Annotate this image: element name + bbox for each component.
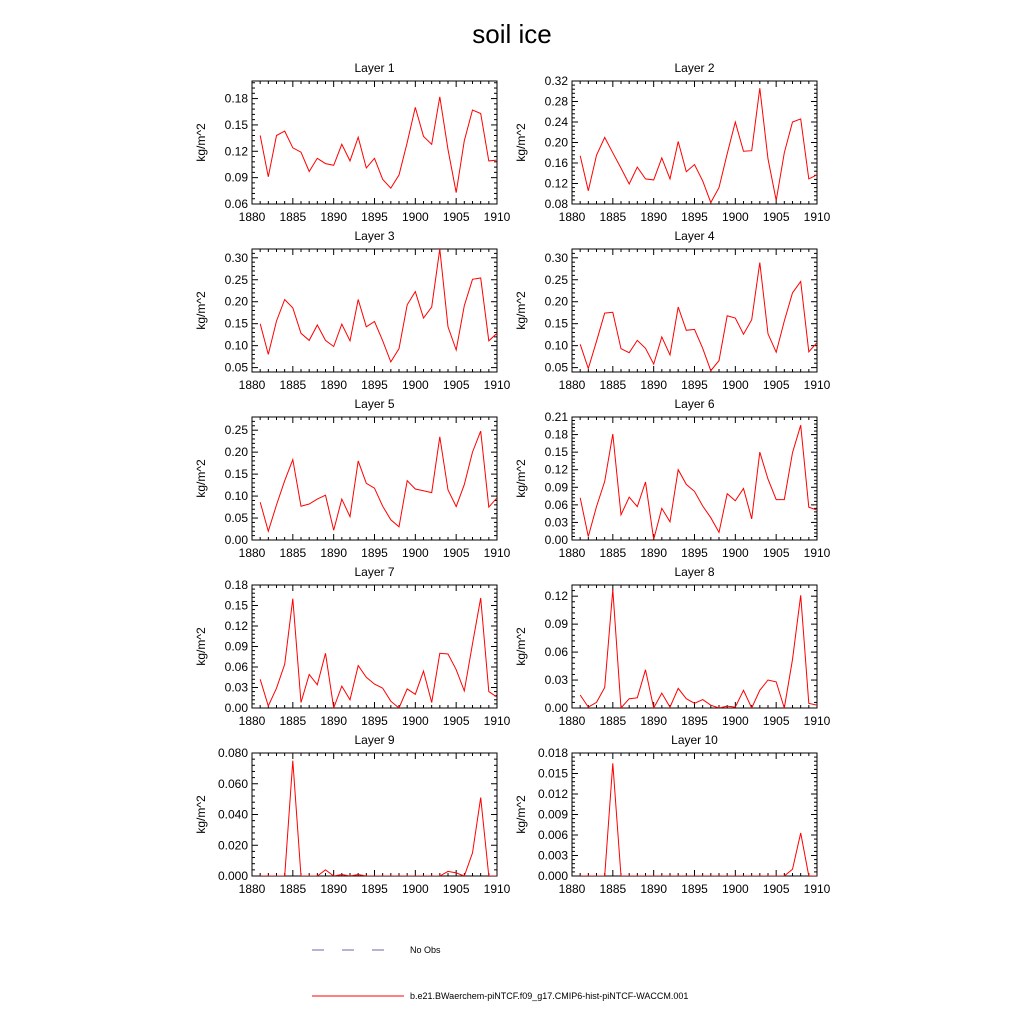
y-tick-label: 0.09 bbox=[224, 639, 248, 654]
x-tick-label: 1880 bbox=[558, 882, 586, 896]
series-line bbox=[260, 97, 497, 193]
plot-frame bbox=[252, 81, 497, 204]
x-tick-label: 1905 bbox=[442, 210, 470, 224]
plot-frame bbox=[572, 249, 817, 372]
x-tick-label: 1900 bbox=[721, 882, 749, 896]
y-tick-label: 0.060 bbox=[217, 776, 248, 791]
plot-frame bbox=[252, 585, 497, 708]
x-tick-label: 1910 bbox=[483, 546, 511, 560]
x-tick-label: 1905 bbox=[442, 546, 470, 560]
x-tick-label: 1885 bbox=[599, 714, 627, 728]
x-tick-label: 1895 bbox=[361, 882, 388, 896]
chart-panel-10 bbox=[514, 733, 831, 896]
y-tick-label: 0.06 bbox=[544, 645, 568, 660]
y-axis-label: kg/m^2 bbox=[514, 291, 528, 330]
x-tick-label: 1900 bbox=[721, 546, 749, 560]
panel-title: Layer 9 bbox=[354, 733, 395, 747]
y-tick-label: 0.30 bbox=[224, 250, 248, 265]
x-tick-label: 1895 bbox=[681, 210, 708, 224]
x-tick-label: 1895 bbox=[681, 546, 708, 560]
x-tick-label: 1880 bbox=[238, 714, 266, 728]
y-tick-label: 0.018 bbox=[537, 746, 568, 760]
panel-title: Layer 2 bbox=[674, 61, 715, 75]
y-tick-label: 0.28 bbox=[544, 94, 568, 109]
x-tick-label: 1880 bbox=[238, 378, 266, 392]
x-tick-label: 1910 bbox=[803, 210, 831, 224]
y-tick-label: 0.10 bbox=[224, 489, 248, 504]
y-tick-label: 0.000 bbox=[217, 869, 248, 883]
y-tick-label: 0.08 bbox=[544, 197, 568, 211]
panel-title: Layer 1 bbox=[354, 61, 395, 75]
x-tick-label: 1900 bbox=[401, 714, 429, 728]
x-tick-label: 1910 bbox=[483, 882, 511, 896]
x-tick-label: 1880 bbox=[558, 546, 586, 560]
y-tick-label: 0.12 bbox=[224, 144, 248, 159]
x-tick-label: 1895 bbox=[681, 882, 708, 896]
legend-obs-label: No Obs bbox=[410, 945, 441, 955]
x-tick-label: 1905 bbox=[762, 714, 790, 728]
chart-panel-5 bbox=[194, 397, 511, 560]
y-tick-label: 0.24 bbox=[544, 115, 568, 129]
series-line bbox=[260, 598, 497, 708]
x-tick-label: 1885 bbox=[599, 546, 627, 560]
x-tick-label: 1885 bbox=[599, 378, 627, 392]
y-tick-label: 0.003 bbox=[537, 848, 568, 863]
y-tick-label: 0.012 bbox=[537, 787, 568, 801]
series-line bbox=[580, 263, 817, 371]
y-axis-label: kg/m^2 bbox=[194, 123, 208, 162]
x-tick-label: 1885 bbox=[279, 714, 307, 728]
series-line bbox=[260, 431, 497, 531]
y-axis-label: kg/m^2 bbox=[194, 459, 208, 498]
chart-panel-9 bbox=[194, 733, 511, 896]
x-tick-label: 1890 bbox=[640, 714, 668, 728]
x-tick-label: 1900 bbox=[401, 210, 429, 224]
y-tick-label: 0.009 bbox=[537, 807, 568, 822]
panel-title: Layer 6 bbox=[674, 397, 715, 411]
x-tick-label: 1890 bbox=[640, 882, 668, 896]
x-tick-label: 1910 bbox=[803, 378, 831, 392]
plot-frame bbox=[572, 585, 817, 708]
x-tick-label: 1910 bbox=[483, 378, 511, 392]
y-tick-label: 0.03 bbox=[544, 673, 568, 688]
x-tick-label: 1880 bbox=[238, 882, 266, 896]
x-tick-label: 1910 bbox=[483, 714, 511, 728]
x-tick-label: 1895 bbox=[361, 546, 388, 560]
y-tick-label: 0.080 bbox=[217, 746, 248, 760]
legend bbox=[312, 945, 688, 1001]
x-tick-label: 1900 bbox=[721, 210, 749, 224]
x-tick-label: 1905 bbox=[762, 882, 790, 896]
x-tick-label: 1910 bbox=[803, 546, 831, 560]
y-tick-label: 0.05 bbox=[544, 360, 568, 375]
y-tick-label: 0.12 bbox=[224, 619, 248, 633]
x-tick-label: 1885 bbox=[599, 210, 627, 224]
x-tick-label: 1905 bbox=[762, 210, 790, 224]
x-tick-label: 1910 bbox=[803, 882, 831, 896]
x-tick-label: 1905 bbox=[762, 546, 790, 560]
y-tick-label: 0.18 bbox=[224, 91, 248, 106]
y-tick-label: 0.15 bbox=[544, 316, 568, 331]
x-tick-label: 1900 bbox=[721, 378, 749, 392]
x-tick-label: 1885 bbox=[279, 378, 307, 392]
y-tick-label: 0.30 bbox=[544, 250, 568, 265]
panel-title: Layer 3 bbox=[354, 229, 395, 243]
plot-frame bbox=[572, 81, 817, 204]
y-tick-label: 0.25 bbox=[224, 272, 248, 287]
y-tick-label: 0.25 bbox=[544, 272, 568, 287]
y-tick-label: 0.06 bbox=[224, 197, 248, 211]
x-tick-label: 1890 bbox=[320, 210, 348, 224]
panel-title: Layer 5 bbox=[354, 397, 395, 411]
y-tick-label: 0.15 bbox=[544, 445, 568, 460]
x-tick-label: 1880 bbox=[238, 546, 266, 560]
x-tick-label: 1890 bbox=[640, 210, 668, 224]
chart-panels bbox=[194, 61, 831, 896]
panel-title: Layer 10 bbox=[671, 733, 718, 747]
series-line bbox=[580, 763, 817, 876]
x-tick-label: 1880 bbox=[558, 714, 586, 728]
x-tick-label: 1890 bbox=[320, 546, 348, 560]
x-tick-label: 1895 bbox=[361, 210, 388, 224]
y-tick-label: 0.040 bbox=[217, 807, 248, 822]
y-tick-label: 0.15 bbox=[224, 117, 248, 132]
x-tick-label: 1890 bbox=[640, 546, 668, 560]
y-tick-label: 0.06 bbox=[544, 497, 568, 512]
x-tick-label: 1900 bbox=[401, 882, 429, 896]
y-tick-label: 0.21 bbox=[544, 410, 568, 424]
series-line bbox=[580, 88, 817, 202]
x-tick-label: 1880 bbox=[558, 210, 586, 224]
x-tick-label: 1900 bbox=[401, 546, 429, 560]
y-tick-label: 0.015 bbox=[537, 766, 568, 781]
chart-panel-6 bbox=[514, 397, 831, 560]
y-tick-label: 0.18 bbox=[544, 427, 568, 442]
x-tick-label: 1890 bbox=[320, 714, 348, 728]
chart-panel-2 bbox=[514, 61, 831, 224]
y-axis-label: kg/m^2 bbox=[514, 795, 528, 834]
y-tick-label: 0.12 bbox=[544, 462, 568, 477]
y-tick-label: 0.18 bbox=[224, 578, 248, 592]
chart-panel-8 bbox=[514, 565, 831, 728]
y-tick-label: 0.000 bbox=[537, 869, 568, 883]
x-tick-label: 1900 bbox=[721, 714, 749, 728]
chart-panel-7 bbox=[194, 565, 511, 728]
y-axis-label: kg/m^2 bbox=[514, 459, 528, 498]
chart-panel-3 bbox=[194, 229, 511, 392]
y-tick-label: 0.00 bbox=[544, 701, 568, 715]
x-tick-label: 1895 bbox=[361, 378, 388, 392]
y-axis-label: kg/m^2 bbox=[194, 795, 208, 834]
y-tick-label: 0.00 bbox=[224, 701, 248, 715]
x-tick-label: 1890 bbox=[640, 378, 668, 392]
y-tick-label: 0.32 bbox=[544, 74, 568, 88]
y-tick-label: 0.15 bbox=[224, 598, 248, 613]
x-tick-label: 1885 bbox=[599, 882, 627, 896]
y-tick-label: 0.00 bbox=[224, 533, 248, 547]
y-tick-label: 0.20 bbox=[544, 135, 568, 150]
y-tick-label: 0.15 bbox=[224, 467, 248, 482]
panel-title: Layer 8 bbox=[674, 565, 715, 579]
x-tick-label: 1890 bbox=[320, 378, 348, 392]
x-tick-label: 1895 bbox=[361, 714, 388, 728]
y-tick-label: 0.03 bbox=[544, 515, 568, 530]
x-tick-label: 1890 bbox=[320, 882, 348, 896]
y-tick-label: 0.10 bbox=[544, 338, 568, 353]
x-tick-label: 1905 bbox=[442, 378, 470, 392]
series-line bbox=[260, 249, 497, 362]
y-tick-label: 0.09 bbox=[544, 480, 568, 495]
series-line bbox=[580, 590, 817, 708]
panel-title: Layer 4 bbox=[674, 229, 715, 243]
figure-title: soil ice bbox=[472, 19, 552, 49]
x-tick-label: 1885 bbox=[279, 210, 307, 224]
x-tick-label: 1905 bbox=[442, 882, 470, 896]
y-tick-label: 0.12 bbox=[544, 589, 568, 604]
y-tick-label: 0.05 bbox=[224, 360, 248, 375]
y-tick-label: 0.09 bbox=[224, 170, 248, 185]
x-tick-label: 1885 bbox=[279, 882, 307, 896]
y-axis-label: kg/m^2 bbox=[194, 291, 208, 330]
x-tick-label: 1880 bbox=[238, 210, 266, 224]
x-tick-label: 1885 bbox=[279, 546, 307, 560]
x-tick-label: 1910 bbox=[803, 714, 831, 728]
plot-frame bbox=[252, 249, 497, 372]
y-tick-label: 0.00 bbox=[544, 533, 568, 547]
series-line bbox=[580, 425, 817, 539]
chart-panel-1 bbox=[194, 61, 511, 224]
y-tick-label: 0.006 bbox=[537, 828, 568, 842]
x-tick-label: 1900 bbox=[401, 378, 429, 392]
y-tick-label: 0.25 bbox=[224, 423, 248, 438]
y-tick-label: 0.09 bbox=[544, 617, 568, 632]
legend-model-label: b.e21.BWaerchem-piNTCF.f09_g17.CMIP6-hist-piNTCF-WACCM.001 bbox=[410, 991, 689, 1001]
plot-frame bbox=[252, 417, 497, 540]
chart-panel-4 bbox=[514, 229, 831, 392]
y-axis-label: kg/m^2 bbox=[514, 627, 528, 666]
x-tick-label: 1905 bbox=[762, 378, 790, 392]
y-tick-label: 0.20 bbox=[544, 294, 568, 309]
y-tick-label: 0.10 bbox=[224, 338, 248, 353]
y-axis-label: kg/m^2 bbox=[514, 123, 528, 162]
x-tick-label: 1895 bbox=[681, 378, 708, 392]
y-tick-label: 0.05 bbox=[224, 511, 248, 526]
x-tick-label: 1910 bbox=[483, 210, 511, 224]
x-tick-label: 1905 bbox=[442, 714, 470, 728]
y-tick-label: 0.20 bbox=[224, 445, 248, 460]
y-axis-label: kg/m^2 bbox=[194, 627, 208, 666]
y-tick-label: 0.15 bbox=[224, 316, 248, 331]
y-tick-label: 0.020 bbox=[217, 838, 248, 853]
plot-frame bbox=[572, 417, 817, 540]
y-tick-label: 0.12 bbox=[544, 176, 568, 191]
y-tick-label: 0.03 bbox=[224, 680, 248, 695]
x-tick-label: 1880 bbox=[558, 378, 586, 392]
panel-title: Layer 7 bbox=[354, 565, 395, 579]
series-line bbox=[260, 761, 497, 876]
y-tick-label: 0.20 bbox=[224, 294, 248, 309]
x-tick-label: 1895 bbox=[681, 714, 708, 728]
y-tick-label: 0.16 bbox=[544, 156, 568, 170]
y-tick-label: 0.06 bbox=[224, 660, 248, 674]
